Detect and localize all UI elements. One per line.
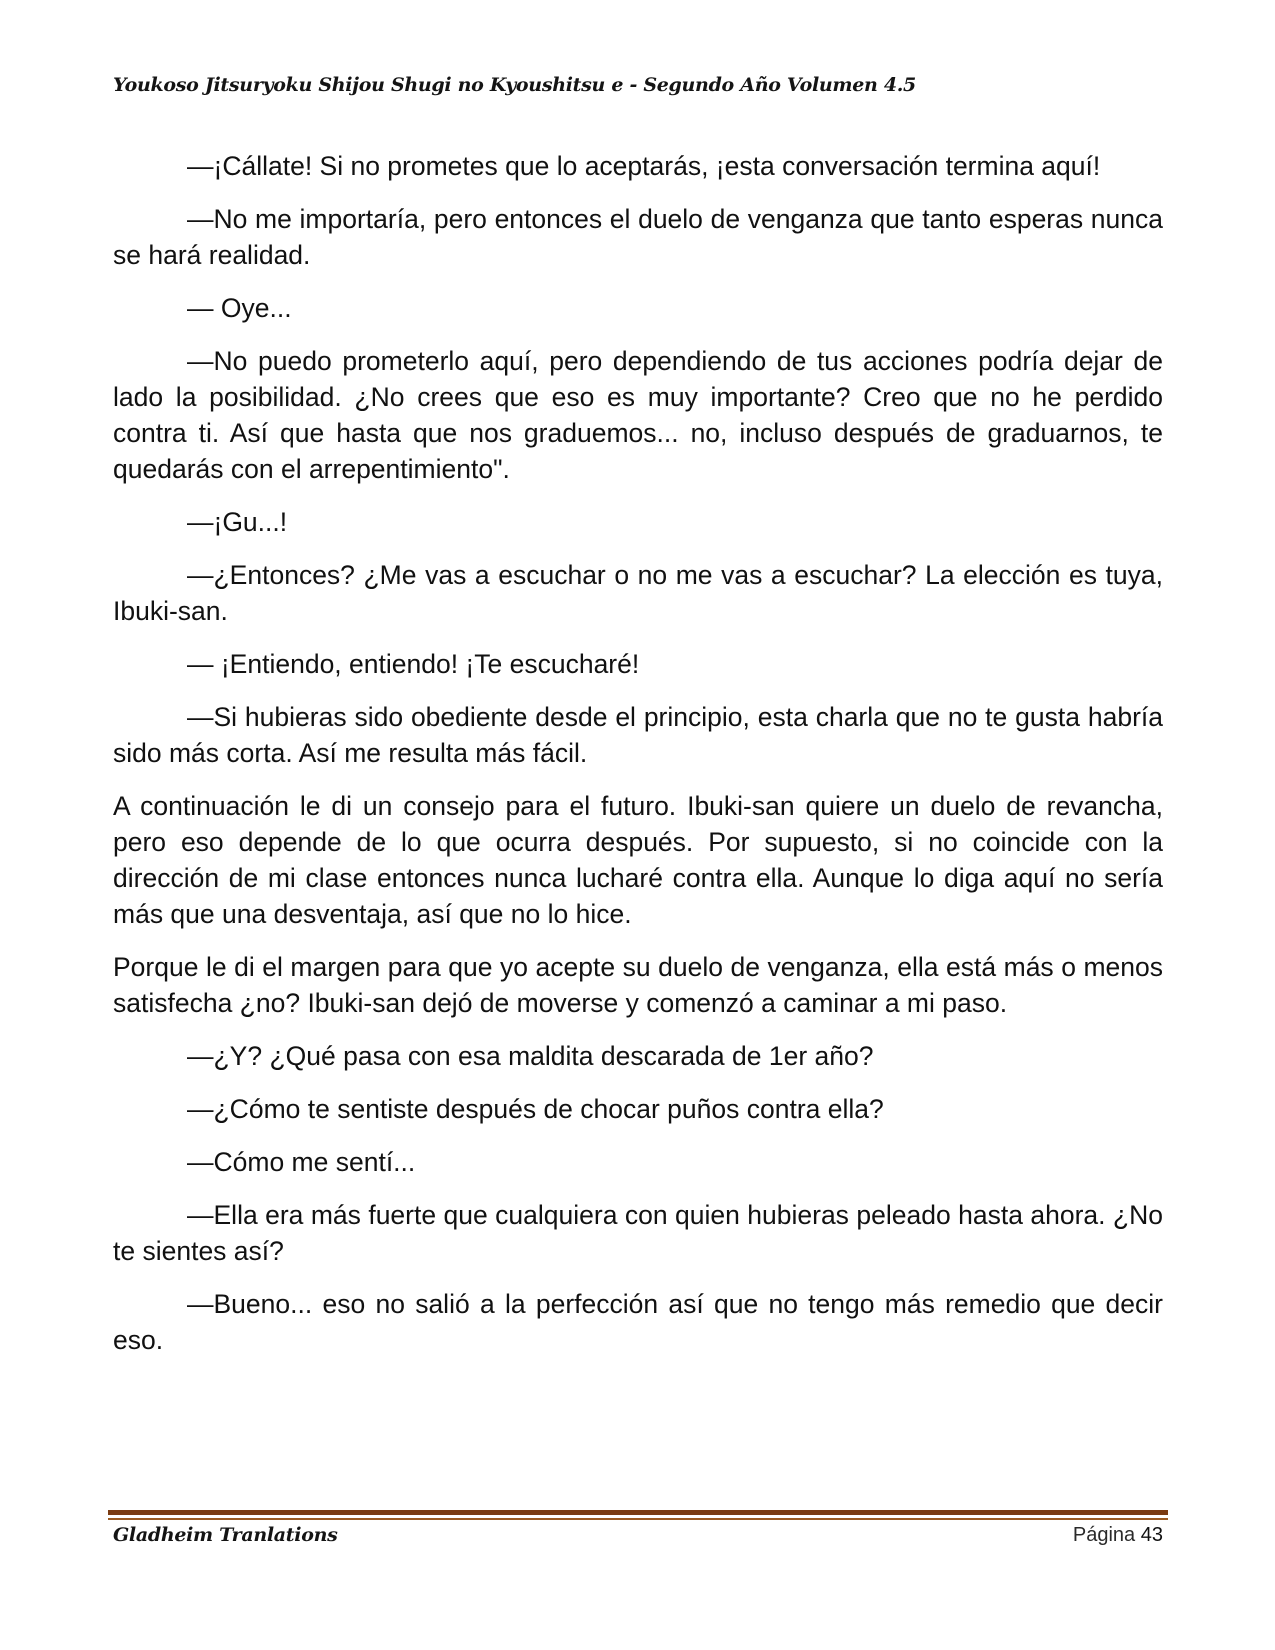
footer-divider-thick [108, 1510, 1168, 1515]
paragraph-12: —¿Cómo te sentiste después de chocar puños contra ella? [187, 1094, 884, 1124]
footer-translator-credit: Gladheim Tranlations [113, 1524, 338, 1546]
page-label: Página [1072, 1524, 1136, 1546]
paragraph-2: —No me importaría, pero entonces el duelo de venganza que tanto esperas nunca se hará realidad. [113, 204, 1163, 270]
paragraph-15: —Bueno... eso no salió a la perfección así que no tengo más remedio que decir eso. [113, 1289, 1163, 1355]
paragraph-11: —¿Y? ¿Qué pasa con esa maldita descarada de 1er año? [187, 1041, 874, 1071]
paragraph-1: —¡Cállate! Si no prometes que lo aceptarás, ¡esta conversación termina aquí! [187, 151, 1101, 181]
paragraph-13: —Cómo me sentí... [187, 1147, 416, 1177]
paragraph-6: —¿Entonces? ¿Me vas a escuchar o no me vas a escuchar? La elección es tuya, Ibuki-san. [113, 560, 1163, 626]
document-body [113, 148, 1163, 1375]
paragraph-8: —Si hubieras sido obediente desde el principio, esta charla que no te gusta habría sido más corta. Así me resulta más fácil. [113, 702, 1163, 768]
paragraph-3: — Oye... [187, 293, 292, 323]
paragraph-10: Porque le di el margen para que yo acepte su duelo de venganza, ella está más o menos satisfecha ¿no? Ibuki-san dejó de moverse y comenzó a caminar a mi paso. [113, 952, 1163, 1018]
paragraph-5: —¡Gu...! [187, 507, 288, 537]
paragraph-4: —No puedo prometerlo aquí, pero dependiendo de tus acciones podría dejar de lado la posibilidad. ¿No crees que eso es muy importante? Creo que no he perdido contra ti. Así que hasta que nos graduemos... no, incluso después de graduarnos, te quedarás con el arrepentimiento". [113, 346, 1163, 484]
document-header-title: Youkoso Jitsuryoku Shijou Shugi no Kyoushitsu e - Segundo Año Volumen 4.5 [113, 74, 916, 96]
paragraph-14: —Ella era más fuerte que cualquiera con quien hubieras peleado hasta ahora. ¿No te sientes así? [113, 1200, 1163, 1266]
footer-divider-thin [108, 1518, 1168, 1520]
paragraph-7: — ¡Entiendo, entiendo! ¡Te escucharé! [187, 649, 640, 679]
paragraph-9: A continuación le di un consejo para el futuro. Ibuki-san quiere un duelo de revancha, pero eso depende de lo que ocurra después. Por supuesto, si no coincide con la dirección de mi clase entonces nunca lucharé contra ella. Aunque lo diga aquí no sería más que una desventaja, así que no lo hice. [113, 791, 1163, 929]
page-number: 43 [1140, 1524, 1163, 1546]
footer-page-indicator [1073, 1524, 1163, 1547]
